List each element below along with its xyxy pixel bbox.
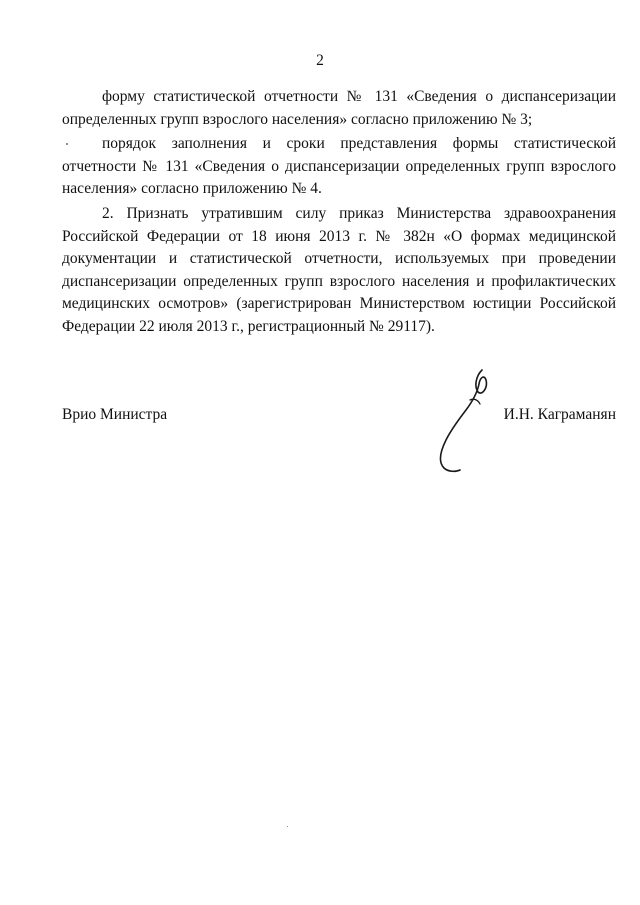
paragraph-repeal-order: 2. Признать утратившим силу приказ Министерства здравоохранения Российской Федерации от 18 июня 2013 г. № 382н «О формах медицинской документации и статистической отчетности, используемых при проведении диспансеризации определенных групп взрослого населения и профилактических медицинских осмотров» (зарегистрирован Министерством юстиции Российской Федерации 22 июля 2013 г., регистрационный № 29117).: [62, 204, 616, 335]
scan-speck: [66, 143, 68, 145]
scan-speck: [287, 826, 288, 827]
signer-name: И.Н. Каграманян: [503, 406, 616, 423]
document-body: [62, 86, 616, 339]
page-number: 2: [316, 52, 324, 69]
paragraph-procedure: порядок заполнения и сроки представления формы статистической отчетности № 131 «Сведения о диспансеризации определенных групп взрослого населения» согласно приложению № 4.: [62, 135, 616, 198]
handwritten-signature: [430, 366, 500, 476]
paragraph-form-131: форму статистической отчетности № 131 «Сведения о диспансеризации определенных групп взрослого населения» согласно приложению № 3;: [62, 88, 616, 128]
signer-title: Врио Министра: [62, 406, 168, 423]
